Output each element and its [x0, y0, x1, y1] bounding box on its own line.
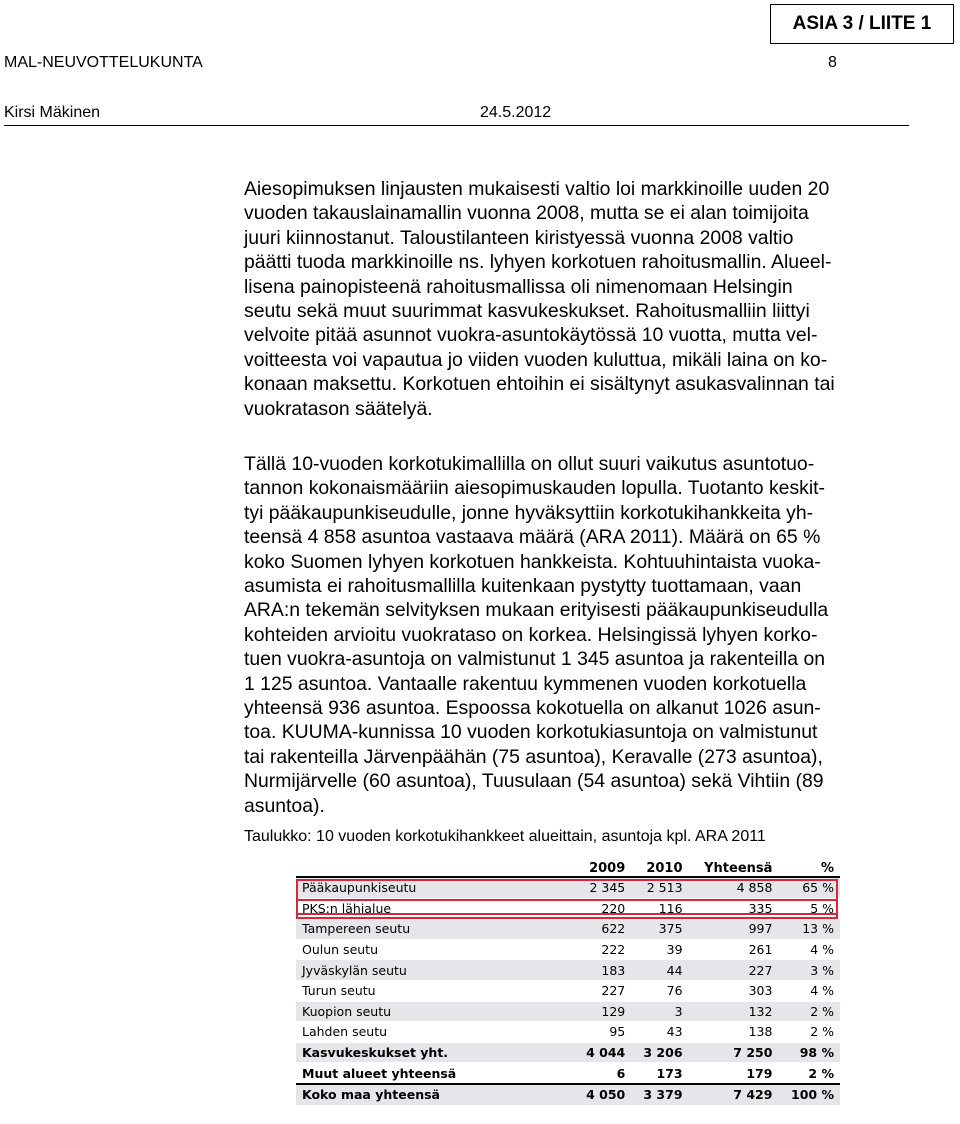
cell-total: 997 [689, 919, 779, 940]
cell-region: Pääkaupunkiseutu [296, 877, 574, 898]
cell-2009: 4 050 [574, 1084, 631, 1105]
paragraph-line: vuokratason säätelyä. [244, 397, 433, 420]
cell-total: 132 [689, 1001, 779, 1022]
paragraph-line: lisena painopisteenä rahoitusmallissa oli nimenomaan Helsingin [244, 275, 793, 298]
cell-2009: 2 345 [574, 877, 631, 898]
cell-2009: 6 [574, 1063, 631, 1084]
cell-region: Oulun seutu [296, 939, 574, 960]
cell-percent: 65 % [778, 877, 840, 898]
cell-region: Turun seutu [296, 980, 574, 1001]
cell-percent: 2 % [778, 1001, 840, 1022]
cell-region: Tampereen seutu [296, 919, 574, 940]
appendix-stamp: ASIA 3 / LIITE 1 [770, 4, 954, 44]
paragraph-line: velvoite pitää asunnot vuokra-asuntokäytössä 10 vuotta, mutta vel- [244, 324, 818, 347]
cell-2009: 95 [574, 1022, 631, 1043]
cell-2010: 3 206 [631, 1042, 688, 1063]
cell-2010: 44 [631, 960, 688, 981]
paragraph-line: asumista ei rahoitusmallilla kuitenkaan pystytty tuottamaan, vaan [244, 575, 802, 598]
cell-total: 4 858 [689, 877, 779, 898]
cell-percent: 2 % [778, 1063, 840, 1084]
cell-2009: 183 [574, 960, 631, 981]
paragraph-line: seutu sekä muut suurimmat kasvukeskukset. Rahoitusmalliin liittyi [244, 300, 810, 323]
cell-total: 7 250 [689, 1042, 779, 1063]
cell-region: Kasvukeskukset yht. [296, 1042, 574, 1063]
cell-2009: 220 [574, 898, 631, 919]
cell-percent: 13 % [778, 919, 840, 940]
paragraph-line: 1 125 asuntoa. Vantaalle rakentuu kymmenen vuoden korkotuella [244, 672, 807, 695]
cell-region: Jyväskylän seutu [296, 960, 574, 981]
cell-2010: 39 [631, 939, 688, 960]
organization-name: MAL-NEUVOTTELUKUNTA [4, 54, 203, 71]
table-row [296, 1022, 840, 1043]
cell-total: 303 [689, 980, 779, 1001]
table-row [296, 1063, 840, 1084]
paragraph-line: tai rakenteilla Järvenpäähän (75 asuntoa), Keravalle (273 asuntoa), [244, 745, 823, 768]
cell-percent: 2 % [778, 1022, 840, 1043]
table-row [296, 939, 840, 960]
cell-2010: 43 [631, 1022, 688, 1043]
cell-2009: 227 [574, 980, 631, 1001]
paragraph-line: toa. KUUMA-kunnissa 10 vuoden korkotukiasuntoja on valmistunut [244, 721, 818, 744]
paragraph-line: kohteiden arvioitu vuokrataso on korkea. Helsingissä lyhyen korko- [244, 623, 818, 646]
statistics-table-container [296, 860, 840, 1106]
paragraph-line: asuntoa). [244, 794, 325, 817]
cell-total: 138 [689, 1022, 779, 1043]
cell-region: PKS:n lähialue [296, 898, 574, 919]
cell-total: 179 [689, 1063, 779, 1084]
author-name: Kirsi Mäkinen [4, 104, 101, 121]
paragraph-1 [244, 177, 904, 421]
page-number: 8 [828, 54, 837, 71]
paragraph-line: yhteensä 936 asuntoa. Espoossa kokotuella on alkanut 1026 asun- [244, 697, 821, 720]
table-row [296, 1042, 840, 1063]
paragraph-line: voitteesta voi vapautua jo viiden vuoden kuluttua, mikäli laina on ko- [244, 348, 828, 371]
column-header-percent: % [778, 860, 840, 877]
paragraph-line: konaan maksettu. Korkotuen ehtoihin ei sisältynyt asukasvalinnan tai [244, 373, 835, 396]
paragraph-line: koko Suomen lyhyen korkotuen hankkeista. Kohtuuhintaista vuoka- [244, 550, 821, 573]
cell-2010: 173 [631, 1063, 688, 1084]
table-row [296, 898, 840, 919]
column-header-2010: 2010 [631, 860, 688, 877]
cell-2009: 622 [574, 919, 631, 940]
table-row [296, 960, 840, 981]
cell-total: 7 429 [689, 1084, 779, 1105]
cell-2010: 2 513 [631, 877, 688, 898]
cell-region: Kuopion seutu [296, 1001, 574, 1022]
paragraph-line: teensä 4 858 asuntoa vastaava määrä (ARA 2011). Määrä on 65 % [244, 526, 821, 549]
cell-percent: 4 % [778, 939, 840, 960]
cell-2010: 3 379 [631, 1084, 688, 1105]
paragraph-line: tannon kokonaismääriin aiesopimuskauden lopulla. Tuotanto keskit- [244, 477, 825, 500]
cell-region: Koko maa yhteensä [296, 1084, 574, 1105]
table-row [296, 980, 840, 1001]
table-header-row [296, 860, 840, 877]
header-divider [4, 125, 909, 126]
statistics-table [296, 860, 840, 1106]
paragraph-line: juuri kiinnostanut. Taloustilanteen kiristyessä vuonna 2008 valtio [244, 226, 794, 249]
paragraph-line: ARA:n tekemän selvityksen mukaan erityisesti pääkaupunkiseudulla [244, 599, 829, 622]
cell-2010: 116 [631, 898, 688, 919]
document-date: 24.5.2012 [480, 104, 552, 121]
paragraph-line: Nurmijärvelle (60 asuntoa), Tuusulaan (54 asuntoa) sekä Vihtiin (89 [244, 770, 824, 793]
paragraph-line: päätti tuoda markkinoille ns. lyhyen korkotuen rahoitusmallin. Alueel- [244, 251, 832, 274]
cell-2010: 3 [631, 1001, 688, 1022]
paragraph-line: tuen vuokra-asuntoja on valmistunut 1 345 asuntoa ja rakenteilla on [244, 648, 826, 671]
paragraph-line: vuoden takauslainamallin vuonna 2008, mutta se ei alan toimijoita [244, 202, 809, 225]
paragraph-line: tyi pääkaupunkiseudulle, jonne hyväksyttiin korkotukihankkeita yh- [244, 501, 814, 524]
column-header-region [296, 860, 574, 877]
table-row [296, 1001, 840, 1022]
paragraph-2 [244, 452, 904, 818]
cell-percent: 100 % [778, 1084, 840, 1105]
paragraph-line: Aiesopimuksen linjausten mukaisesti valtio loi markkinoille uuden 20 [244, 178, 830, 200]
cell-region: Muut alueet yhteensä [296, 1063, 574, 1084]
cell-percent: 4 % [778, 980, 840, 1001]
cell-2009: 129 [574, 1001, 631, 1022]
cell-percent: 3 % [778, 960, 840, 981]
cell-2010: 375 [631, 919, 688, 940]
paragraph-line: Tällä 10-vuoden korkotukimallilla on ollut suuri vaikutus asuntotuo- [244, 453, 815, 475]
table-row [296, 877, 840, 898]
column-header-total: Yhteensä [689, 860, 779, 877]
cell-2009: 222 [574, 939, 631, 960]
cell-2010: 76 [631, 980, 688, 1001]
table-row [296, 919, 840, 940]
cell-total: 261 [689, 939, 779, 960]
column-header-2009: 2009 [574, 860, 631, 877]
cell-percent: 5 % [778, 898, 840, 919]
cell-2009: 4 044 [574, 1042, 631, 1063]
cell-region: Lahden seutu [296, 1022, 574, 1043]
table-row [296, 1084, 840, 1105]
cell-total: 227 [689, 960, 779, 981]
cell-percent: 98 % [778, 1042, 840, 1063]
table-caption: Taulukko: 10 vuoden korkotukihankkeet alueittain, asuntoja kpl. ARA 2011 [244, 828, 766, 845]
cell-total: 335 [689, 898, 779, 919]
